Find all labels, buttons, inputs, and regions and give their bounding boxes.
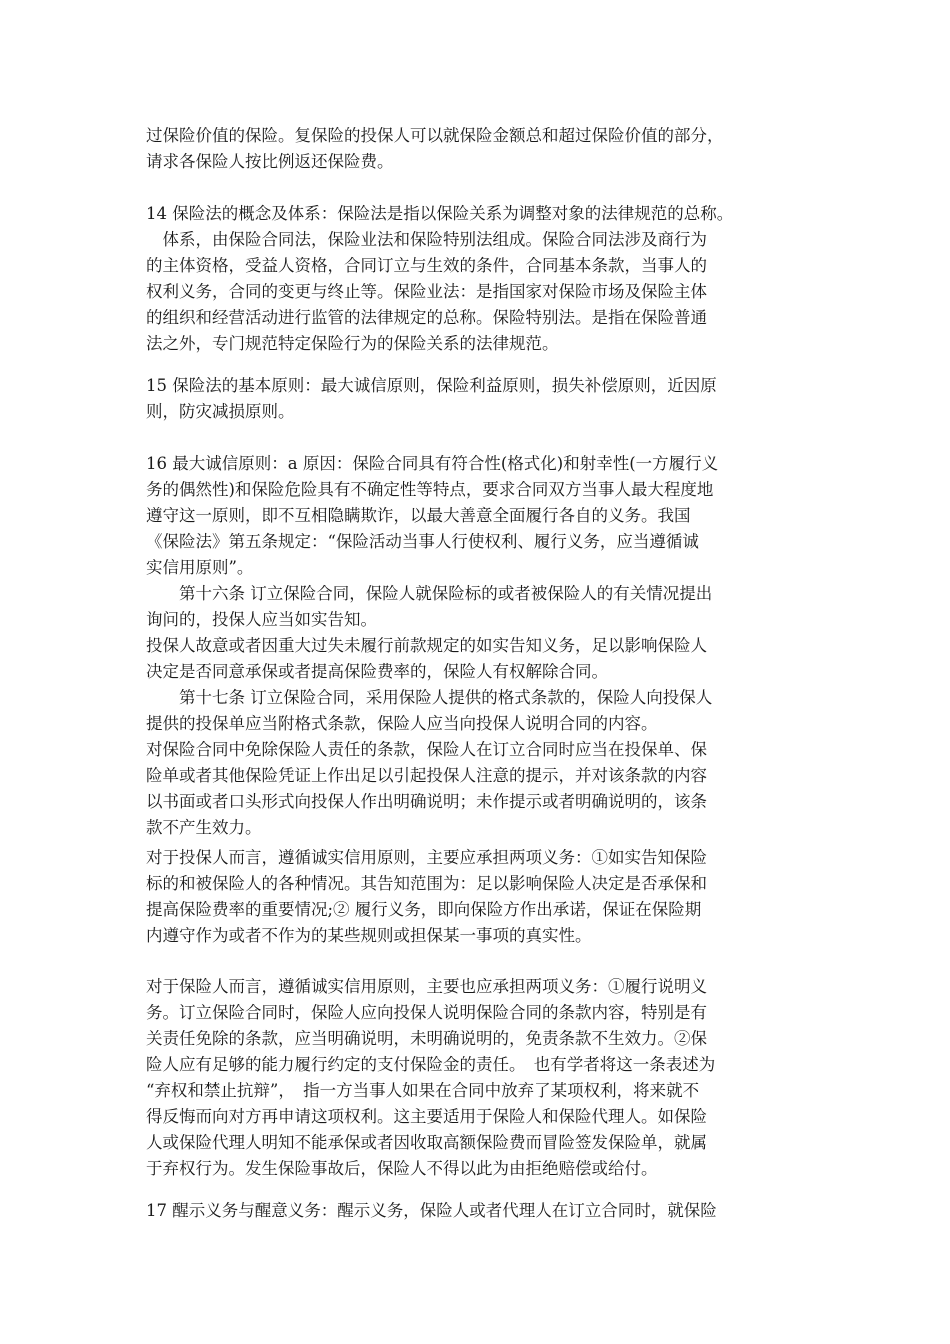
text-line: 决定是否同意承保或者提高保险费率的，保险人有权解除合同。 bbox=[146, 662, 608, 681]
text-line: 14 保险法的概念及体系：保险法是指以保险关系为调整对象的法律规范的总称。 bbox=[146, 204, 734, 223]
text-line: 17 醒示义务与醒意义务：醒示义务，保险人或者代理人在订立合同时，就保险 bbox=[146, 1201, 717, 1220]
text-line: 遵守这一原则，即不互相隐瞒欺诈，以最大善意全面履行各自的义务。我国 bbox=[146, 506, 691, 525]
text-line: 关责任免除的条款，应当明确说明，未明确说明的，免责条款不生效力。②保 bbox=[146, 1029, 707, 1048]
text-line: 15 保险法的基本原则：最大诚信原则，保险利益原则，损失补偿原则，近因原 bbox=[146, 376, 717, 395]
paragraph-7 bbox=[146, 1198, 826, 1224]
text-line: 权利义务，合同的变更与终止等。保险业法：是指国家对保险市场及保险主体 bbox=[146, 282, 707, 301]
text-line: 体系，由保险合同法，保险业法和保险特别法组成。保险合同法涉及商行为 bbox=[146, 230, 707, 249]
paragraph-3 bbox=[146, 373, 826, 425]
text-line: 询问的，投保人应当如实告知。 bbox=[146, 610, 377, 629]
text-line: 的主体资格，受益人资格，合同订立与生效的条件，合同基本条款，当事人的 bbox=[146, 256, 707, 275]
text-line: “弃权和禁止抗辩”， 指一方当事人如果在合同中放弃了某项权利，将来就不 bbox=[146, 1081, 700, 1100]
paragraph-2 bbox=[146, 201, 826, 357]
text-line: 的组织和经营活动进行监管的法律规定的总称。保险特别法。是指在保险普通 bbox=[146, 308, 707, 327]
text-line: 人或保险代理人明知不能承保或者因收取高额保险费而冒险签发保险单，就属 bbox=[146, 1133, 707, 1152]
text-line: 以书面或者口头形式向投保人作出明确说明；未作提示或者明确说明的，该条 bbox=[146, 792, 707, 811]
text-line: 款不产生效力。 bbox=[146, 818, 262, 837]
text-line: 对保险合同中免除保险人责任的条款，保险人在订立合同时应当在投保单、保 bbox=[146, 740, 707, 759]
text-line: 对于保险人而言，遵循诚实信用原则，主要也应承担两项义务：①履行说明义 bbox=[146, 977, 707, 996]
text-line: 第十七条 订立保险合同，采用保险人提供的格式条款的，保险人向投保人 bbox=[146, 688, 713, 707]
text-line: 务。订立保险合同时，保险人应向投保人说明保险合同的条款内容，特别是有 bbox=[146, 1003, 707, 1022]
text-line: 过保险价值的保险。复保险的投保人可以就保险金额总和超过保险价值的部分， bbox=[146, 126, 724, 145]
text-line: 《保险法》第五条规定：“保险活动当事人行使权利、履行义务，应当遵循诚 bbox=[146, 532, 699, 551]
text-line: 法之外，专门规范特定保险行为的保险关系的法律规范。 bbox=[146, 334, 559, 353]
text-line: 内遵守作为或者不作为的某些规则或担保某一事项的真实性。 bbox=[146, 926, 592, 945]
paragraph-6 bbox=[146, 974, 826, 1182]
text-line: 提高保险费率的重要情况;② 履行义务，即向保险方作出承诺，保证在保险期 bbox=[146, 900, 702, 919]
text-line: 得反悔而向对方再申请这项权利。这主要适用于保险人和保险代理人。如保险 bbox=[146, 1107, 707, 1126]
paragraph-1 bbox=[146, 123, 826, 175]
text-line: 投保人故意或者因重大过失未履行前款规定的如实告知义务，足以影响保险人 bbox=[146, 636, 707, 655]
text-line: 险单或者其他保险凭证上作出足以引起投保人注意的提示，并对该条款的内容 bbox=[146, 766, 707, 785]
text-line: 对于投保人而言，遵循诚实信用原则，主要应承担两项义务：①如实告知保险 bbox=[146, 848, 707, 867]
text-line: 务的偶然性)和保险危险具有不确定性等特点，要求合同双方当事人最大程度地 bbox=[146, 480, 714, 499]
text-line: 请求各保险人按比例返还保险费。 bbox=[146, 152, 394, 171]
text-line: 险人应有足够的能力履行约定的支付保险金的责任。 也有学者将这一条表述为 bbox=[146, 1055, 716, 1074]
text-line: 则，防灾减损原则。 bbox=[146, 402, 295, 421]
text-line: 提供的投保单应当附格式条款，保险人应当向投保人说明合同的内容。 bbox=[146, 714, 658, 733]
text-line: 标的和被保险人的各种情况。其告知范围为：足以影响保险人决定是否承保和 bbox=[146, 874, 707, 893]
paragraph-5 bbox=[146, 845, 826, 949]
text-line: 实信用原则”。 bbox=[146, 558, 254, 577]
text-line: 16 最大诚信原则：a 原因：保险合同具有符合性(格式化)和射幸性(一方履行义 bbox=[146, 454, 719, 473]
text-line: 于弃权行为。发生保险事故后，保险人不得以此为由拒绝赔偿或给付。 bbox=[146, 1159, 658, 1178]
paragraph-4 bbox=[146, 451, 826, 841]
text-line: 第十六条 订立保险合同，保险人就保险标的或者被保险人的有关情况提出 bbox=[146, 584, 713, 603]
